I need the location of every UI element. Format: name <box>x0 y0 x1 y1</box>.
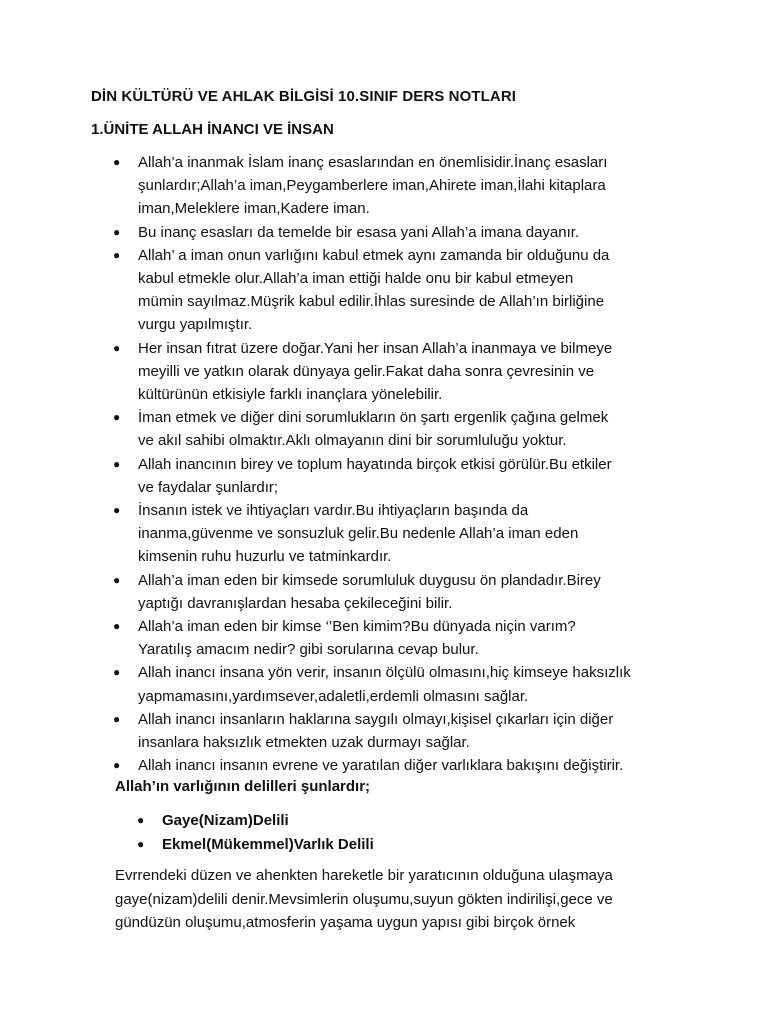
list-item-line: Allah inancı insanların haklarına saygılı olmayı,kişisel çıkarları için diğer <box>138 710 614 728</box>
proofs-list <box>137 809 374 856</box>
list-item-line: yapmamasını,yardımsever,adaletli,erdemli olmasını sağlar. <box>138 687 529 705</box>
list-item-line: vurgu yapılmıştır. <box>138 316 253 334</box>
list-item-line: ve akıl sahibi olmaktır.Aklı olmayanın dini bir sorumluluğu yoktur. <box>138 432 567 450</box>
bullet-icon: ● <box>113 503 121 518</box>
bullet-icon: ● <box>113 572 121 587</box>
list-item-line: iman,Meleklere iman,Kadere iman. <box>138 200 370 218</box>
list-item <box>113 406 686 452</box>
list-item-line: Allah’a iman eden bir kimse ‘’Ben kimim?Bu dünyada niçin varım? <box>138 618 576 636</box>
list-item <box>113 221 686 244</box>
list-item-line: Ekmel(Mükemmel)Varlık Delili <box>162 835 374 853</box>
list-item-line: Allah’a inanmak İslam inanç esaslarından en önemlisidir.İnanç esasları <box>138 154 608 171</box>
list-item-line: Her insan fıtrat üzere doğar.Yani her insan Allah’a inanmaya ve bilmeye <box>138 339 613 357</box>
list-item <box>113 499 686 569</box>
bullet-icon: ● <box>113 619 121 634</box>
list-item <box>113 708 686 754</box>
list-item <box>113 337 686 407</box>
bullet-icon: ● <box>113 711 121 726</box>
list-item-line: kabul etmekle olur.Allah’a iman ettiği halde onu bir kabul etmeyen <box>138 270 574 288</box>
bullet-list <box>113 151 686 777</box>
bullet-icon: ● <box>113 247 121 262</box>
list-item <box>113 453 686 499</box>
list-item <box>113 754 686 777</box>
list-item <box>113 244 686 337</box>
paragraph-line: gündüzün oluşumu,atmosferin yaşama uygun yapısı gibi birçok örnek <box>115 914 576 931</box>
list-item-line: Gaye(Nizam)Delili <box>162 812 289 829</box>
list-item-line: ve faydalar şunlardır; <box>138 478 279 496</box>
list-item-line: Allah inancı insana yön verir, insanın ölçülü olmasını,hiç kimseye haksızlık <box>138 664 631 682</box>
list-item <box>113 661 686 707</box>
list-item-line: Allah inancı insanın evrene ve yaratılan diğer varlıklara bakışını değiştirir. <box>138 757 624 775</box>
bullet-icon: ● <box>113 224 121 239</box>
document-title: DİN KÜLTÜRÜ VE AHLAK BİLGİSİ 10.SINIF DERS NOTLARI <box>91 88 517 105</box>
bullet-icon: ● <box>113 340 121 355</box>
list-item-line: Bu inanç esasları da temelde bir esasa yani Allah’a imana dayanır. <box>138 223 580 241</box>
body-paragraph <box>115 864 695 935</box>
list-item <box>137 809 374 833</box>
list-item-line: Yaratılış amacım nedir? gibi sorularına cevap bulur. <box>138 641 479 659</box>
list-item-line: Allah inancının birey ve toplum hayatında birçok etkisi görülür.Bu etkiler <box>138 455 612 473</box>
list-item-line: kimsenin ruhu huzurlu ve tatminkardır. <box>138 548 392 566</box>
list-item-line: insanlara haksızlık etmekten uzak durmayı sağlar. <box>138 734 470 752</box>
proofs-heading: Allah’ın varlığının delilleri şunlardır; <box>115 778 371 795</box>
list-item-line: Allah’a iman eden bir kimsede sorumluluk duygusu ön plandadır.Birey <box>138 571 601 589</box>
bullet-icon: ● <box>113 410 121 425</box>
bullet-icon: ● <box>137 813 145 827</box>
list-item <box>113 151 686 221</box>
list-item-line: yaptığı davranışlardan hesaba çekileceğini bilir. <box>138 594 453 612</box>
list-item-line: kültürünün etkisiyle farklı inançlara yönelebilir. <box>138 386 443 404</box>
bullet-icon: ● <box>113 758 121 773</box>
list-item-line: inanma,güvenme ve sonsuzluk gelir.Bu nedenle Allah’a iman eden <box>138 525 579 543</box>
list-item-line: Allah’ a iman onun varlığını kabul etmek aynı zamanda bir olduğunu da <box>138 246 610 264</box>
list-item-line: mümin sayılmaz.Müşrik kabul edilir.İhlas suresinde de Allah’ın birliğine <box>138 293 605 311</box>
unit-heading: 1.ÜNİTE ALLAH İNANCI VE İNSAN <box>91 121 334 138</box>
paragraph-line: gaye(nizam)delili denir.Mevsimlerin oluşumu,suyun gökten indirilişi,gece ve <box>115 890 613 908</box>
list-item-line: meyilli ve yatkın olarak dünyaya gelir.Fakat daha sonra çevresinin ve <box>138 362 595 380</box>
bullet-icon: ● <box>137 836 145 851</box>
list-item-line: İnsanın istek ve ihtiyaçları vardır.Bu ihtiyaçların başında da <box>138 502 529 520</box>
bullet-icon: ● <box>113 456 121 471</box>
list-item <box>137 833 374 857</box>
list-item <box>113 615 686 661</box>
bullet-icon: ● <box>113 665 121 680</box>
paragraph-line: Evrrendeki düzen ve ahenkten hareketle bir yaratıcının olduğuna ulaşmaya <box>115 867 613 884</box>
list-item-line: İman etmek ve diğer dini sorumlukların ön şartı ergenlik çağına gelmek <box>138 409 609 427</box>
list-item-line: şunlardır;Allah’a iman,Peygamberlere iman,Ahirete iman,İlahi kitaplara <box>138 177 606 195</box>
list-item <box>113 569 686 615</box>
bullet-icon: ● <box>113 155 121 169</box>
